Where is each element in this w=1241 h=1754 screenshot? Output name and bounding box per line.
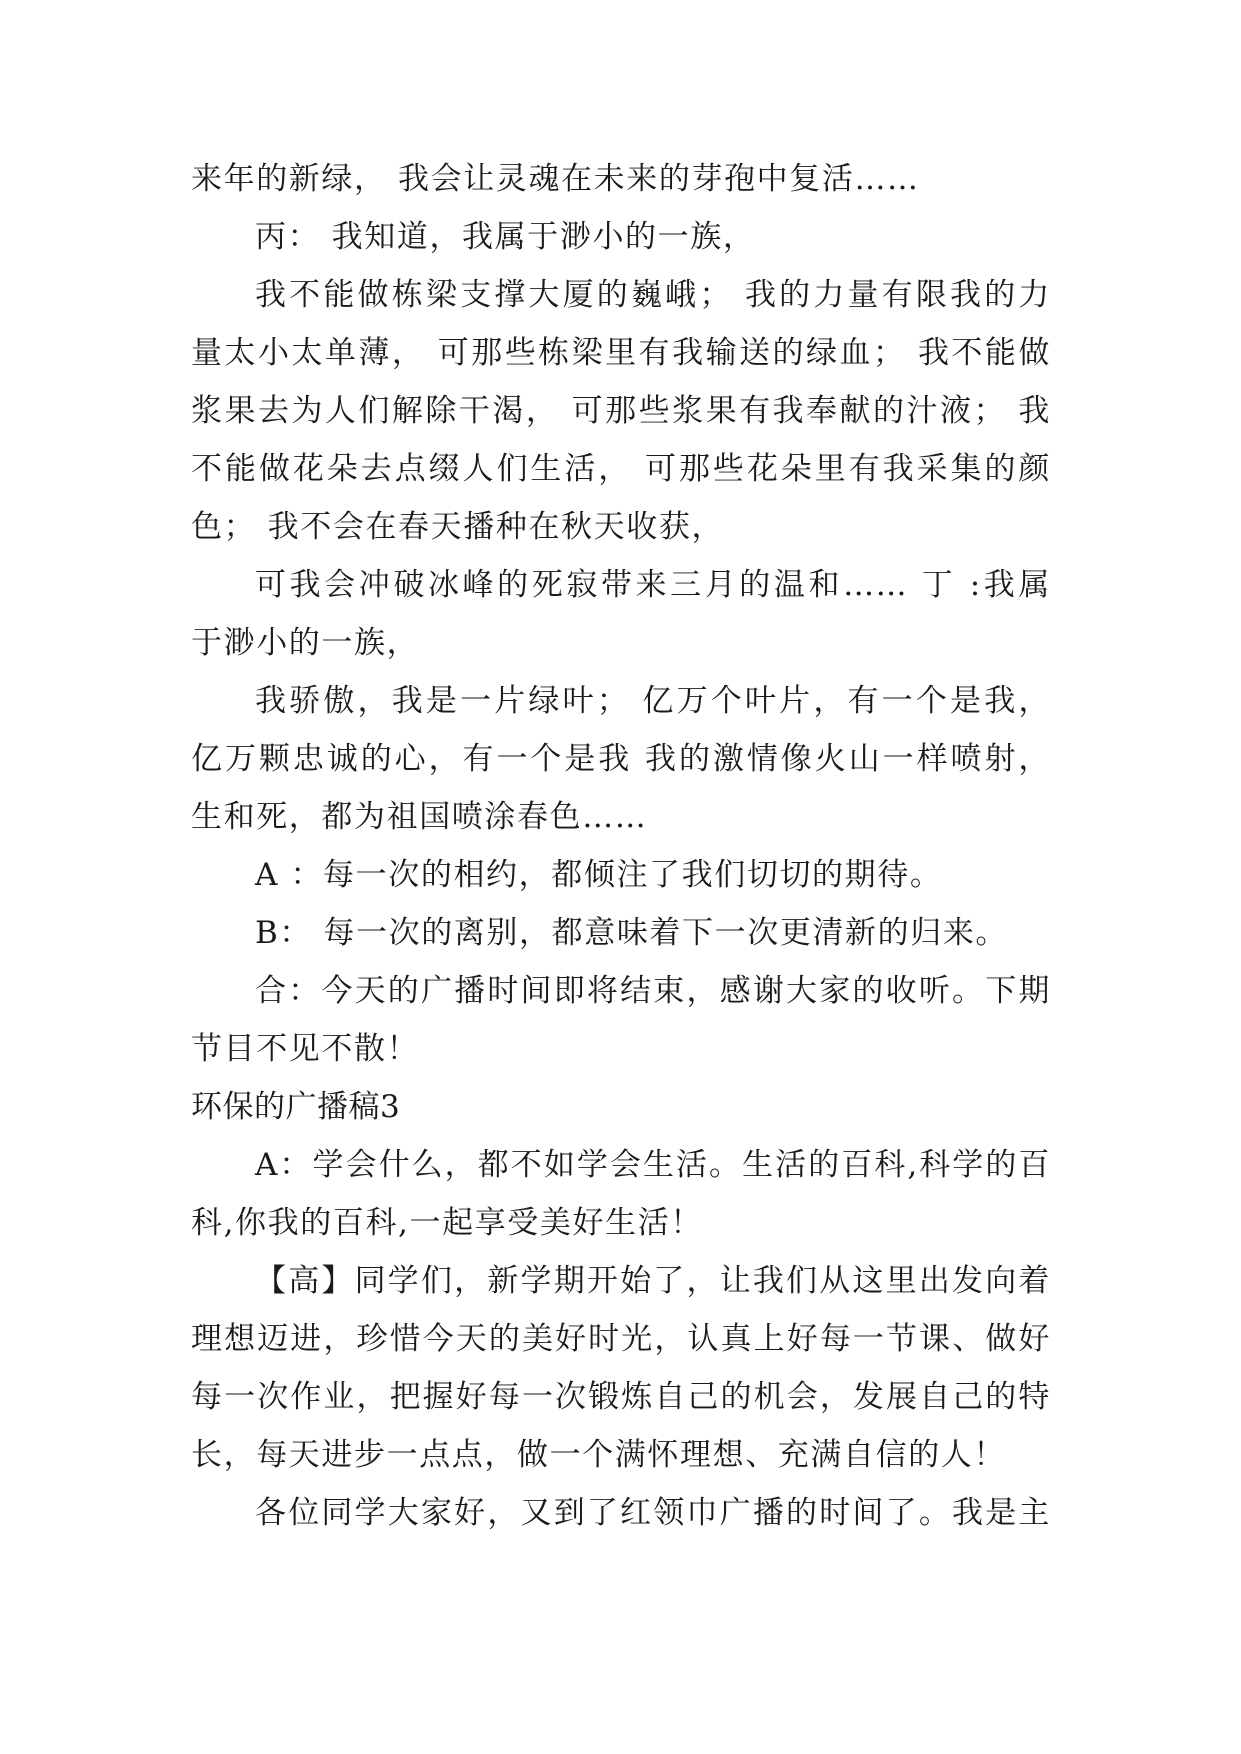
text-line: 不能做花朵去点缀人们生活， 可那些花朵里有我采集的颜 xyxy=(191,451,1051,487)
text-line: 色； 我不会在春天播种在秋天收获， xyxy=(191,509,725,545)
text-line: 我骄傲，我是一片绿叶； 亿万个叶片，有一个是我， xyxy=(255,683,1051,719)
text-line: 浆果去为人们解除干渴， 可那些浆果有我奉献的汁液； 我 xyxy=(191,393,1051,429)
text-line: 节目不见不散！ xyxy=(191,1031,420,1067)
text-line: 于渺小的一族， xyxy=(191,625,420,661)
text-line: 长，每天进步一点点，做一个满怀理想、充满自信的人！ xyxy=(191,1437,1006,1473)
text-line: 生和死，都为祖国喷涂春色…… xyxy=(191,799,648,835)
text-line: 丙： 我知道，我属于渺小的一族， xyxy=(255,219,756,255)
text-line: 每一次作业，把握好每一次锻炼自己的机会，发展自己的特 xyxy=(191,1379,1051,1415)
text-line: 各位同学大家好，又到了红领巾广播的时间了。我是主 xyxy=(255,1495,1051,1531)
text-line: 来年的新绿， 我会让灵魂在未来的芽孢中复活…… xyxy=(191,161,920,197)
text-line: 量太小太单薄， 可那些栋梁里有我输送的绿血； 我不能做 xyxy=(191,335,1051,371)
text-line: 合：今天的广播时间即将结束，感谢大家的收听。下期 xyxy=(255,973,1051,1009)
text-line: 【高】同学们，新学期开始了，让我们从这里出发向着 xyxy=(255,1263,1051,1299)
text-line: 亿万颗忠诚的心，有一个是我 我的激情像火山一样喷射， xyxy=(191,741,1051,777)
text-line: 理想迈进，珍惜今天的美好时光，认真上好每一节课、做好 xyxy=(191,1321,1051,1357)
document-page xyxy=(191,150,1051,1542)
section-heading: 环保的广播稿3 xyxy=(191,1089,401,1125)
text-line: 科,你我的百科,一起享受美好生活！ xyxy=(191,1205,703,1241)
text-line: B： 每一次的离别，都意味着下一次更清新的归来。 xyxy=(255,915,1009,951)
text-line: 我不能做栋梁支撑大厦的巍峨； 我的力量有限我的力 xyxy=(255,277,1051,313)
text-line: A ：每一次的相约，都倾注了我们切切的期待。 xyxy=(255,857,943,893)
text-line: 可我会冲破冰峰的死寂带来三月的温和…… 丁 :我属 xyxy=(255,567,1051,603)
text-line: A：学会什么，都不如学会生活。生活的百科,科学的百 xyxy=(255,1147,1051,1183)
